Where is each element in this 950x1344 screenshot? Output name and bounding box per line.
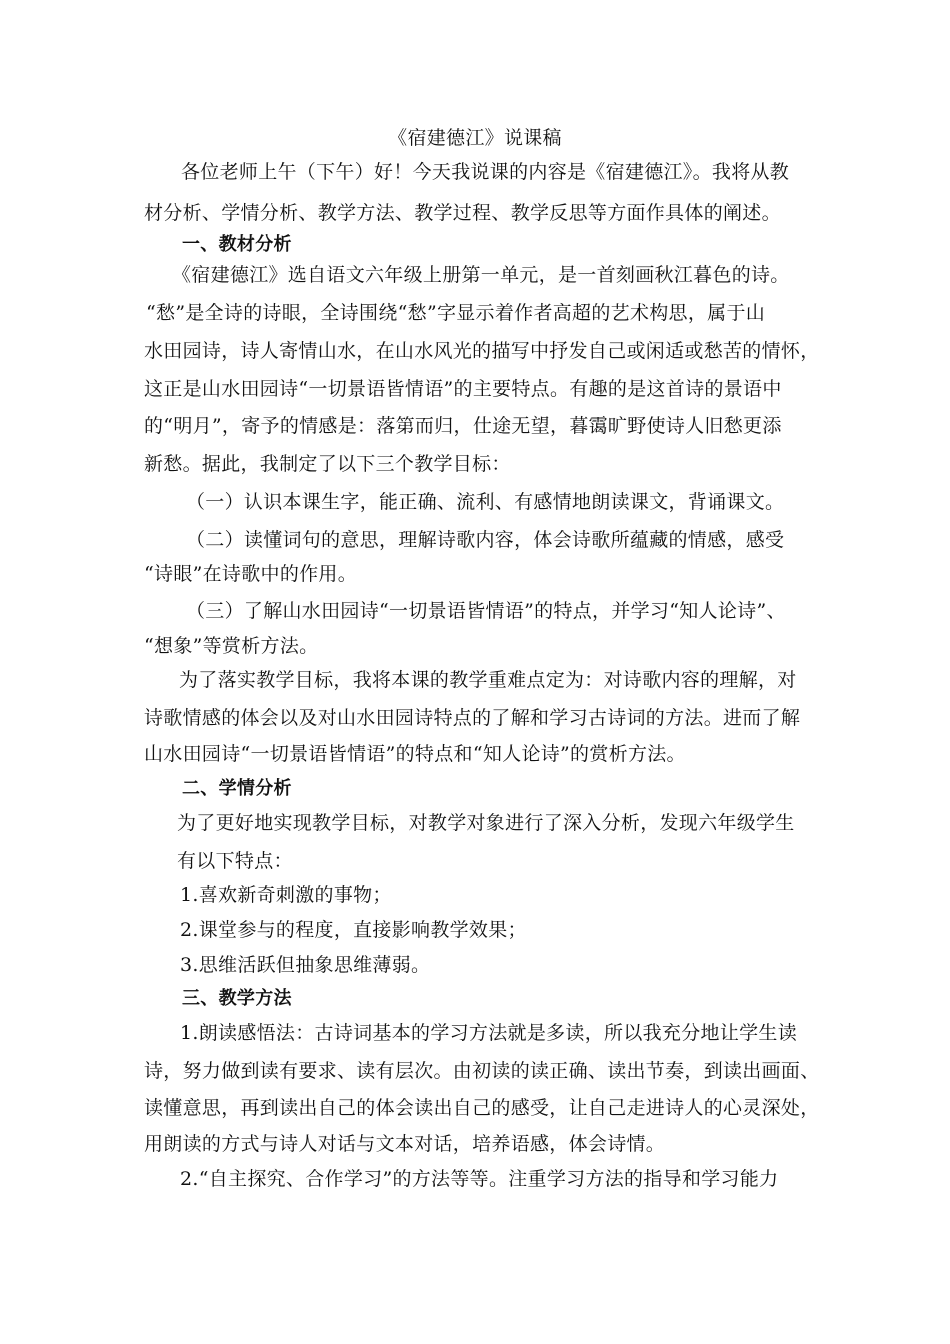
paragraph-line: 这正是山水田园诗“一切景语皆情语”的主要特点。有趣的是这首诗的景语中	[144, 378, 782, 400]
section-heading-student-analysis: 二、学情分析	[182, 778, 292, 799]
paragraph-line: 水田园诗，诗人寄情山水，在山水风光的描写中抒发自己或闲适或愁苦的情怀，	[144, 340, 820, 362]
objective-line: “想象”等赏析方法。	[144, 635, 319, 657]
paragraph-line: 有以下特点：	[177, 850, 293, 872]
paragraph-line: 为了落实教学目标，我将本课的教学重难点定为：对诗歌内容的理解，对	[179, 669, 797, 691]
objective-line: “诗眼”在诗歌中的作用。	[144, 563, 358, 585]
objective-line: （一）认识本课生字，能正确、流利、有感情地朗读课文，背诵课文。	[186, 491, 785, 513]
paragraph-line: 为了更好地实现教学目标，对教学对象进行了深入分析，发现六年级学生	[177, 812, 795, 834]
objective-line: （三）了解山水田园诗“一切景语皆情语”的特点，并学习“知人论诗”、	[186, 600, 786, 622]
paragraph-line: 诗歌情感的体会以及对山水田园诗特点的了解和学习古诗词的方法。进而了解	[144, 707, 801, 729]
paragraph-line: “愁”是全诗的诗眼，全诗围绕“愁”字显示着作者高超的艺术构思，属于山	[146, 302, 766, 324]
section-heading-teaching-methods: 三、教学方法	[182, 988, 292, 1009]
document-title: 《宿建德江》说课稿	[388, 127, 562, 149]
paragraph-line: 的“明月”，寄予的情感是：落第而归，仕途无望，暮霭旷野使诗人旧愁更添	[144, 415, 782, 437]
list-item: 3.思维活跃但抽象思维薄弱。	[180, 954, 431, 976]
paragraph-line: 1.朗读感悟法：古诗词基本的学习方法就是多读，所以我充分地让学生读	[180, 1022, 798, 1044]
objective-line: （二）读懂词句的意思，理解诗歌内容，体会诗歌所蕴藏的情感，感受	[186, 529, 785, 551]
section-heading-textbook-analysis: 一、教材分析	[182, 234, 292, 255]
intro-line-2: 材分析、学情分析、教学方法、教学过程、教学反思等方面作具体的阐述。	[144, 202, 781, 224]
paragraph-line: 新愁。据此，我制定了以下三个教学目标：	[144, 453, 511, 475]
list-item: 1.喜欢新奇刺激的事物；	[180, 884, 392, 906]
paragraph-line: 诗，努力做到读有要求、读有层次。由初读的读正确、读出节奏，到读出画面、	[144, 1060, 820, 1082]
paragraph-line: 用朗读的方式与诗人对话与文本对话，培养语感，体会诗情。	[144, 1133, 666, 1155]
paragraph-line: 读懂意思，再到读出自己的体会读出自己的感受，让自己走进诗人的心灵深处，	[144, 1097, 820, 1119]
intro-line-1: 各位老师上午（下午）好！今天我说课的内容是《宿建德江》。我将从教	[181, 161, 790, 183]
paragraph-line: 山水田园诗“一切景语皆情语”的特点和“知人论诗”的赏析方法。	[144, 743, 686, 765]
list-item: 2.课堂参与的程度，直接影响教学效果；	[180, 919, 527, 941]
paragraph-line: 2.“自主探究、合作学习”的方法等等。注重学习方法的指导和学习能力	[180, 1168, 779, 1190]
paragraph-line: 《宿建德江》选自语文六年级上册第一单元，是一首刻画秋江暮色的诗。	[172, 264, 790, 286]
